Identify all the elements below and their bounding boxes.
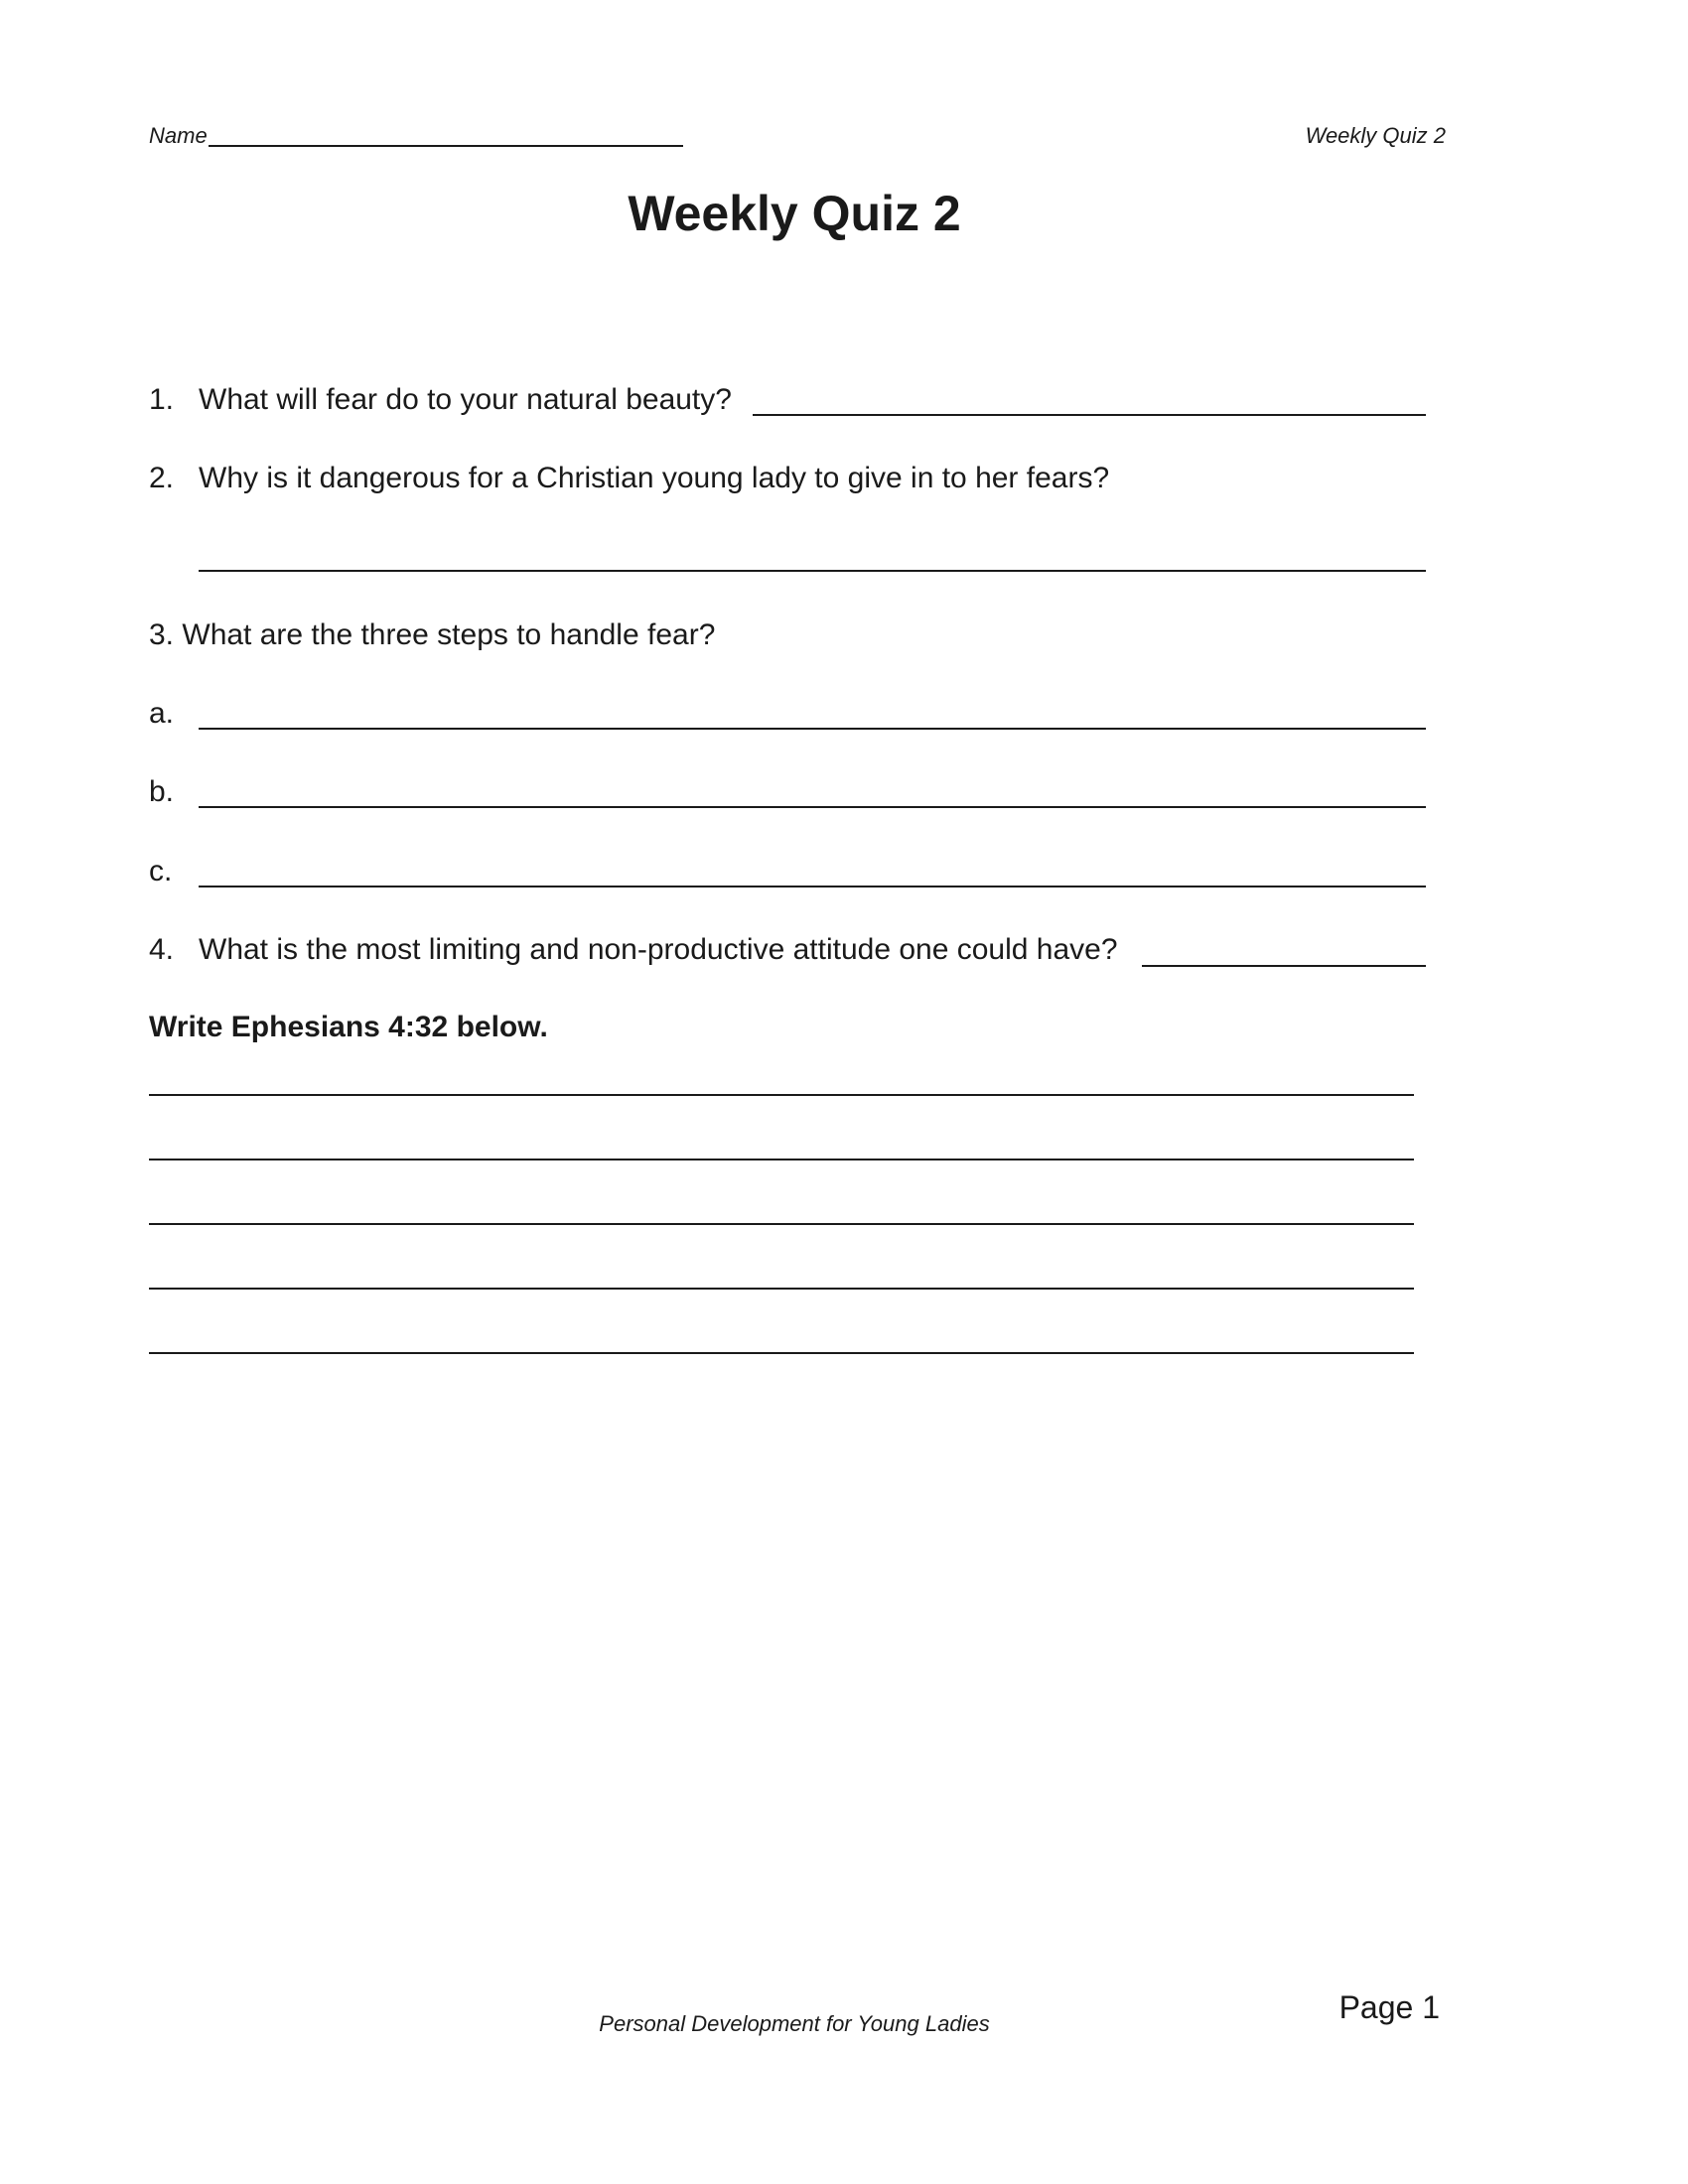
name-answer-line[interactable] bbox=[209, 145, 683, 147]
question-3-number: 3. bbox=[149, 618, 175, 651]
question-3-label: What are the three steps to handle fear? bbox=[182, 618, 716, 651]
question-1-text: What will fear do to your natural beauty? bbox=[199, 383, 732, 416]
step-b-label: b. bbox=[149, 775, 175, 808]
question-1-answer-line[interactable] bbox=[753, 414, 1426, 416]
question-4-answer-line[interactable] bbox=[1142, 965, 1426, 967]
scripture-line-3[interactable] bbox=[149, 1223, 1414, 1225]
footer-course-title: Personal Development for Young Ladies bbox=[599, 2011, 990, 2036]
scripture-line-1[interactable] bbox=[149, 1094, 1414, 1096]
step-a-answer-line[interactable] bbox=[199, 728, 1426, 730]
step-a-label: a. bbox=[149, 697, 175, 730]
question-4-number: 4. bbox=[149, 933, 175, 966]
scripture-line-2[interactable] bbox=[149, 1159, 1414, 1160]
question-3-text bbox=[149, 618, 715, 652]
name-label: Name bbox=[149, 123, 208, 148]
page-number: Page 1 bbox=[1338, 1989, 1440, 2025]
question-2-answer-line[interactable] bbox=[199, 570, 1426, 572]
header-quiz-label: Weekly Quiz 2 bbox=[1305, 123, 1446, 148]
question-4-text: What is the most limiting and non-productive attitude one could have? bbox=[199, 933, 1118, 966]
question-1-number: 1. bbox=[149, 383, 175, 416]
step-b-answer-line[interactable] bbox=[199, 806, 1426, 808]
scripture-line-5[interactable] bbox=[149, 1352, 1414, 1354]
step-c-answer-line[interactable] bbox=[199, 886, 1426, 887]
question-2-text: Why is it dangerous for a Christian young lady to give in to her fears? bbox=[199, 462, 1110, 494]
scripture-line-4[interactable] bbox=[149, 1288, 1414, 1290]
scripture-prompt: Write Ephesians 4:32 below. bbox=[149, 1011, 548, 1043]
step-c-label: c. bbox=[149, 855, 173, 887]
question-2-number: 2. bbox=[149, 462, 175, 494]
page-title: Weekly Quiz 2 bbox=[628, 186, 961, 241]
